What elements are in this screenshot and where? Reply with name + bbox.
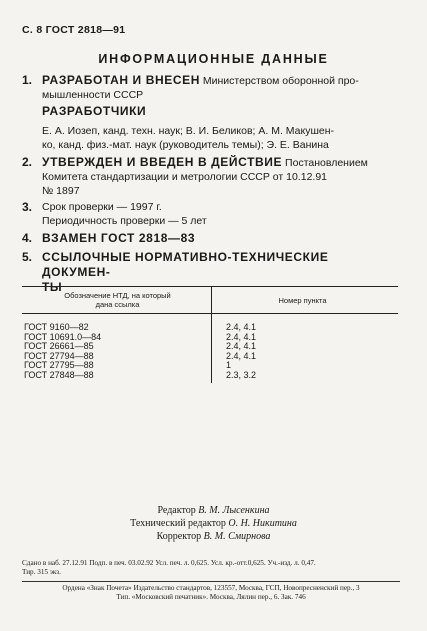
section-2-number: 2.	[22, 155, 33, 169]
table-header-clause: Номер пункта	[278, 296, 327, 305]
footer-rule	[22, 581, 400, 582]
credit-editor-role: Редактор	[157, 505, 199, 516]
header-document-line1: Обозначение НТД, на который	[64, 291, 171, 300]
developers-list	[42, 124, 397, 152]
section-2-text	[42, 155, 397, 198]
section-3-line2: Периодичность проверки — 5 лет	[42, 215, 207, 227]
credit-tech-editor-role: Технический редактор	[130, 518, 229, 529]
section-5-heading-cont: ТЫ	[42, 280, 63, 294]
credit-proofreader-name: В. М. Смирнова	[203, 531, 271, 542]
developers-line1: Е. А. Иозеп, канд. техн. наук; В. И. Беликов; А. М. Макушен-	[42, 125, 335, 137]
table-row-doc: ГОСТ 26661—85	[24, 341, 94, 351]
table-row-doc: ГОСТ 9160—82	[24, 322, 89, 332]
table-row-clause: 2.4, 4.1	[226, 350, 257, 361]
table-column-divider	[211, 287, 212, 383]
developers-heading	[42, 104, 397, 119]
section-5-heading: ССЫЛОЧНЫЕ НОРМАТИВНО-ТЕХНИЧЕСКИЕ ДОКУМЕН-	[42, 250, 329, 279]
section-4-heading: ВЗАМЕН ГОСТ 2818—83	[42, 231, 196, 245]
credit-proofreader	[0, 530, 427, 543]
section-1-line1: Министерством оборонной про-	[199, 75, 359, 87]
section-4-number: 4.	[22, 231, 33, 245]
developers-line2: ко, канд. физ.-мат. наук (руководитель темы); Э. Е. Ванина	[42, 139, 329, 151]
page-title: ИНФОРМАЦИОННЫЕ ДАННЫЕ	[98, 52, 329, 66]
printer-line1: Ордена «Знак Почета» Издательство стандартов, 123557, Москва, ГСП, Новопресненский пер., 3	[62, 584, 360, 592]
page-header: С. 8 ГОСТ 2818—91	[22, 24, 126, 36]
credit-editor	[0, 504, 427, 517]
section-3-line1: Срок проверки — 1997 г.	[42, 201, 162, 213]
table-row-clause: 2.4, 4.1	[226, 322, 257, 332]
credit-tech-editor	[0, 517, 427, 530]
developers-title: РАЗРАБОТЧИКИ	[42, 104, 147, 118]
table-header-document	[30, 291, 205, 309]
header-document-line2: дана ссылка	[95, 300, 140, 309]
section-3-number: 3.	[22, 200, 33, 214]
printer-line2: Тип. «Московский печатник». Москва, Лялин пер., 6. Зак. 746	[116, 593, 306, 601]
table-top-rule	[22, 286, 398, 287]
section-1-line2: мышленности СССР	[42, 89, 144, 101]
table-row-clause: 1	[226, 360, 232, 370]
imprint-line1: Сдано в наб. 27.12.91 Подп. в печ. 03.02.92 Усл. печ. л. 0,625. Усл. кр.-отт.0,625. Уч.-изд. л. 0,47.	[22, 559, 316, 567]
table-row-doc: ГОСТ 27848—88	[24, 369, 94, 380]
section-1-text	[42, 73, 397, 102]
table-row-clause: 2.3, 3.2	[226, 369, 257, 380]
section-5-text	[42, 250, 397, 295]
section-3-text	[42, 200, 397, 228]
section-2-line1: Постановлением	[282, 157, 368, 169]
credit-proofreader-role: Корректор	[156, 531, 204, 542]
table-row-doc: ГОСТ 27794—88	[24, 350, 94, 361]
table-header-rule	[22, 313, 398, 314]
section-1-heading: РАЗРАБОТАН И ВНЕСЕН	[42, 73, 200, 87]
table-clause-column	[226, 323, 256, 380]
table-row-clause: 2.4, 4.1	[226, 331, 257, 342]
imprint-line2: Тир. 315 экз.	[22, 568, 61, 576]
section-2-line2: Комитета стандартизации и метрологии СССР от 10.12.91	[42, 171, 328, 183]
section-1-number: 1.	[22, 73, 33, 87]
section-2-heading: УТВЕРЖДЕН И ВВЕДЕН В ДЕЙСТВИЕ	[42, 155, 283, 169]
table-row-doc: ГОСТ 10691.0—84	[24, 331, 102, 342]
printer-info	[22, 584, 400, 602]
section-4-text	[42, 231, 397, 246]
table-doc-column	[24, 323, 101, 380]
table-row-doc: ГОСТ 27795—88	[24, 360, 94, 370]
credit-editor-name: В. М. Лысенкина	[198, 505, 270, 516]
table-row-clause: 2.4, 4.1	[226, 341, 257, 351]
credit-tech-editor-name: О. Н. Никитина	[228, 518, 297, 529]
section-5-number: 5.	[22, 250, 33, 264]
section-2-line3: № 1897	[42, 185, 80, 197]
imprint	[22, 559, 316, 577]
